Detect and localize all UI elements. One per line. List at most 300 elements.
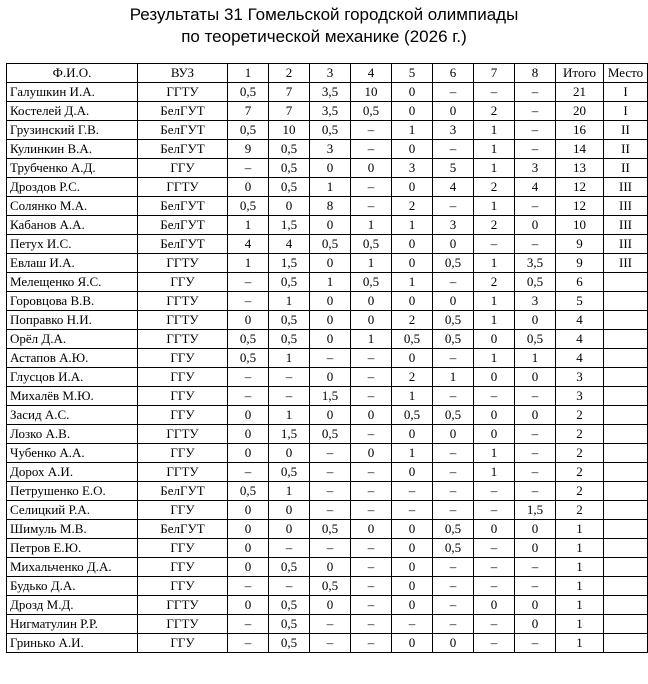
cell-fio: Галушкин И.А. (7, 83, 138, 102)
cell-task-6: – (433, 482, 474, 501)
cell-task-6: – (433, 83, 474, 102)
cell-task-7: 1 (474, 121, 515, 140)
cell-task-4: – (351, 178, 392, 197)
cell-task-8: – (515, 482, 556, 501)
cell-task-4: 0,5 (351, 102, 392, 121)
cell-university: ГГТУ (138, 292, 228, 311)
cell-place: III (604, 216, 648, 235)
cell-fio: Кабанов А.А. (7, 216, 138, 235)
cell-task-6: 4 (433, 178, 474, 197)
table-row (7, 539, 648, 558)
cell-university: БелГУТ (138, 121, 228, 140)
cell-place (604, 482, 648, 501)
cell-task-4: 0 (351, 444, 392, 463)
cell-task-4: – (351, 425, 392, 444)
cell-total: 4 (556, 330, 604, 349)
cell-total: 1 (556, 615, 604, 634)
cell-place: II (604, 121, 648, 140)
cell-task-2: 1 (269, 292, 310, 311)
cell-task-7: – (474, 539, 515, 558)
cell-task-6: 0 (433, 634, 474, 653)
cell-task-8: – (515, 197, 556, 216)
cell-task-3: – (310, 463, 351, 482)
cell-task-8: 1 (515, 349, 556, 368)
title-line-1: Результаты 31 Гомельской городской олимпиады (129, 5, 519, 24)
cell-fio: Трубченко А.Д. (7, 159, 138, 178)
cell-university: ГГУ (138, 577, 228, 596)
cell-task-5: 0,5 (392, 330, 433, 349)
cell-task-4: 0 (351, 311, 392, 330)
cell-task-1: 1 (228, 216, 269, 235)
cell-task-4: – (351, 539, 392, 558)
cell-task-5: – (392, 482, 433, 501)
cell-task-5: 2 (392, 311, 433, 330)
cell-total: 9 (556, 254, 604, 273)
cell-task-4: 1 (351, 330, 392, 349)
cell-task-5: 0 (392, 140, 433, 159)
cell-total: 3 (556, 387, 604, 406)
cell-task-6: 0,5 (433, 539, 474, 558)
cell-task-4: 1 (351, 254, 392, 273)
cell-task-2: – (269, 368, 310, 387)
cell-fio: Петрушенко Е.О. (7, 482, 138, 501)
cell-task-4: 0 (351, 406, 392, 425)
cell-task-7: 1 (474, 349, 515, 368)
cell-fio: Евлаш И.А. (7, 254, 138, 273)
cell-task-5: 1 (392, 444, 433, 463)
cell-task-3: – (310, 634, 351, 653)
cell-task-3: 0 (310, 311, 351, 330)
cell-task-7: 1 (474, 140, 515, 159)
cell-task-3: 0 (310, 406, 351, 425)
cell-university: БелГУТ (138, 102, 228, 121)
cell-fio: Глусцов И.А. (7, 368, 138, 387)
cell-task-1: 0 (228, 311, 269, 330)
cell-task-7: 0 (474, 520, 515, 539)
cell-task-8: 0 (515, 311, 556, 330)
cell-task-1: 4 (228, 235, 269, 254)
cell-task-4: – (351, 121, 392, 140)
table-row (7, 577, 648, 596)
cell-task-4: 1 (351, 216, 392, 235)
cell-task-4: 0 (351, 292, 392, 311)
cell-task-5: 0 (392, 102, 433, 121)
cell-task-8: 0 (515, 596, 556, 615)
cell-task-5: 0 (392, 83, 433, 102)
cell-task-5: 0 (392, 539, 433, 558)
cell-task-8: 0 (515, 216, 556, 235)
cell-task-1: 0 (228, 501, 269, 520)
cell-task-5: 1 (392, 121, 433, 140)
table-row (7, 596, 648, 615)
cell-university: ГГТУ (138, 254, 228, 273)
cell-task-3: 0 (310, 254, 351, 273)
cell-task-6: – (433, 273, 474, 292)
table-row (7, 349, 648, 368)
cell-place (604, 501, 648, 520)
cell-task-5: – (392, 501, 433, 520)
cell-task-1: – (228, 292, 269, 311)
cell-task-8: 0 (515, 368, 556, 387)
cell-place (604, 406, 648, 425)
cell-university: БелГУТ (138, 235, 228, 254)
cell-task-5: 0 (392, 349, 433, 368)
cell-place (604, 387, 648, 406)
header-task-1: 1 (228, 64, 269, 83)
cell-total: 2 (556, 406, 604, 425)
cell-fio: Михалёв М.Ю. (7, 387, 138, 406)
cell-task-7: – (474, 501, 515, 520)
cell-task-4: 0 (351, 159, 392, 178)
cell-total: 2 (556, 482, 604, 501)
cell-task-4: 0 (351, 520, 392, 539)
cell-task-7: – (474, 615, 515, 634)
cell-task-4: – (351, 577, 392, 596)
cell-total: 20 (556, 102, 604, 121)
cell-task-8: – (515, 102, 556, 121)
cell-task-4: – (351, 558, 392, 577)
cell-task-2: 0,5 (269, 140, 310, 159)
cell-task-4: – (351, 596, 392, 615)
cell-task-7: 2 (474, 216, 515, 235)
cell-university: ГГТУ (138, 615, 228, 634)
cell-task-2: 0,5 (269, 311, 310, 330)
cell-task-8: 0,5 (515, 273, 556, 292)
cell-place (604, 349, 648, 368)
cell-task-3: 0,5 (310, 235, 351, 254)
table-row (7, 634, 648, 653)
cell-university: ГГТУ (138, 596, 228, 615)
cell-task-1: – (228, 273, 269, 292)
cell-university: БелГУТ (138, 197, 228, 216)
cell-task-1: 0,5 (228, 330, 269, 349)
cell-task-7: – (474, 558, 515, 577)
cell-task-7: – (474, 83, 515, 102)
cell-task-2: 1 (269, 482, 310, 501)
cell-task-8: – (515, 140, 556, 159)
cell-university: ГГУ (138, 501, 228, 520)
cell-fio: Дорох А.И. (7, 463, 138, 482)
cell-task-1: 0 (228, 425, 269, 444)
cell-place (604, 615, 648, 634)
cell-task-5: 1 (392, 216, 433, 235)
cell-task-6: 3 (433, 121, 474, 140)
cell-task-8: – (515, 425, 556, 444)
cell-fio: Селицкий Р.А. (7, 501, 138, 520)
cell-total: 21 (556, 83, 604, 102)
cell-fio: Астапов А.Ю. (7, 349, 138, 368)
cell-task-7: 1 (474, 311, 515, 330)
cell-fio: Орёл Д.А. (7, 330, 138, 349)
cell-task-4: 0,5 (351, 235, 392, 254)
cell-task-1: 0,5 (228, 83, 269, 102)
title-line-2: по теоретической механике (2026 г.) (181, 27, 467, 46)
cell-university: ГГУ (138, 406, 228, 425)
cell-fio: Петров Е.Ю. (7, 539, 138, 558)
cell-task-1: 0 (228, 539, 269, 558)
cell-place (604, 425, 648, 444)
cell-place (604, 463, 648, 482)
table-row (7, 197, 648, 216)
cell-task-8: – (515, 235, 556, 254)
table-body (7, 83, 648, 653)
cell-task-1: 0 (228, 444, 269, 463)
cell-task-1: – (228, 615, 269, 634)
cell-task-7: 0 (474, 330, 515, 349)
cell-total: 9 (556, 235, 604, 254)
cell-task-7: 2 (474, 102, 515, 121)
cell-task-4: 10 (351, 83, 392, 102)
cell-task-7: 1 (474, 197, 515, 216)
cell-task-6: 3 (433, 216, 474, 235)
cell-task-3: – (310, 539, 351, 558)
cell-task-6: 5 (433, 159, 474, 178)
cell-task-2: 0 (269, 520, 310, 539)
cell-place (604, 292, 648, 311)
cell-university: ГГУ (138, 634, 228, 653)
cell-university: ГГУ (138, 444, 228, 463)
cell-task-2: 0,5 (269, 634, 310, 653)
cell-fio: Петух И.С. (7, 235, 138, 254)
cell-task-7: – (474, 634, 515, 653)
cell-task-3: 0,5 (310, 425, 351, 444)
cell-task-4: – (351, 634, 392, 653)
cell-fio: Лозко А.В. (7, 425, 138, 444)
cell-task-2: 0,5 (269, 596, 310, 615)
cell-task-6: – (433, 444, 474, 463)
table-header (7, 64, 648, 83)
cell-task-6: – (433, 596, 474, 615)
cell-task-6: – (433, 501, 474, 520)
cell-task-6: 0 (433, 425, 474, 444)
table-row (7, 520, 648, 539)
table-row (7, 615, 648, 634)
cell-task-7: 1 (474, 463, 515, 482)
cell-total: 2 (556, 463, 604, 482)
cell-place (604, 634, 648, 653)
table-row (7, 102, 648, 121)
cell-task-8: – (515, 577, 556, 596)
cell-university: ГГУ (138, 273, 228, 292)
cell-place: II (604, 140, 648, 159)
cell-task-1: 9 (228, 140, 269, 159)
header-total: Итого (556, 64, 604, 83)
cell-task-2: 0 (269, 501, 310, 520)
table-row (7, 482, 648, 501)
cell-task-1: – (228, 159, 269, 178)
cell-task-5: 0 (392, 292, 433, 311)
header-fio: Ф.И.О. (7, 64, 138, 83)
cell-task-6: – (433, 387, 474, 406)
cell-task-3: 0 (310, 368, 351, 387)
cell-place (604, 330, 648, 349)
cell-task-3: 1 (310, 273, 351, 292)
cell-task-2: 1 (269, 406, 310, 425)
cell-total: 2 (556, 501, 604, 520)
cell-task-5: 0 (392, 425, 433, 444)
cell-total: 3 (556, 368, 604, 387)
cell-total: 6 (556, 273, 604, 292)
cell-task-1: 0,5 (228, 197, 269, 216)
cell-task-6: 0 (433, 102, 474, 121)
cell-task-8: 4 (515, 178, 556, 197)
cell-task-2: 0,5 (269, 273, 310, 292)
cell-task-3: 0 (310, 216, 351, 235)
cell-task-6: 1 (433, 368, 474, 387)
cell-university: ГГТУ (138, 178, 228, 197)
cell-total: 14 (556, 140, 604, 159)
cell-university: ГГТУ (138, 330, 228, 349)
cell-task-1: – (228, 634, 269, 653)
cell-task-7: 1 (474, 159, 515, 178)
cell-fio: Нигматулин Р.Р. (7, 615, 138, 634)
cell-task-5: 0 (392, 254, 433, 273)
cell-task-4: – (351, 140, 392, 159)
cell-task-6: 0 (433, 235, 474, 254)
table-row (7, 83, 648, 102)
cell-task-8: 1,5 (515, 501, 556, 520)
cell-task-3: 3 (310, 140, 351, 159)
cell-place: I (604, 83, 648, 102)
cell-total: 1 (556, 634, 604, 653)
cell-task-2: 1,5 (269, 425, 310, 444)
table-row (7, 121, 648, 140)
cell-university: БелГУТ (138, 520, 228, 539)
cell-total: 5 (556, 292, 604, 311)
cell-task-1: 0,5 (228, 482, 269, 501)
header-row (7, 64, 648, 83)
cell-task-1: 0 (228, 406, 269, 425)
cell-task-3: 8 (310, 197, 351, 216)
cell-place: III (604, 235, 648, 254)
cell-task-6: 0,5 (433, 330, 474, 349)
cell-place (604, 520, 648, 539)
cell-university: ГГУ (138, 349, 228, 368)
cell-task-2: 0,5 (269, 463, 310, 482)
cell-task-7: – (474, 235, 515, 254)
table-row (7, 254, 648, 273)
cell-task-5: 0 (392, 558, 433, 577)
table-row (7, 368, 648, 387)
cell-task-6: 0,5 (433, 254, 474, 273)
cell-total: 4 (556, 349, 604, 368)
cell-task-6: – (433, 197, 474, 216)
cell-fio: Чубенко А.А. (7, 444, 138, 463)
cell-total: 2 (556, 444, 604, 463)
cell-task-3: – (310, 444, 351, 463)
cell-task-7: 1 (474, 292, 515, 311)
cell-task-3: 3,5 (310, 102, 351, 121)
cell-task-8: – (515, 444, 556, 463)
cell-task-3: 0,5 (310, 577, 351, 596)
cell-place (604, 368, 648, 387)
cell-total: 2 (556, 425, 604, 444)
cell-fio: Кулинкин В.А. (7, 140, 138, 159)
table-row (7, 178, 648, 197)
cell-task-2: 10 (269, 121, 310, 140)
cell-total: 13 (556, 159, 604, 178)
cell-task-6: – (433, 463, 474, 482)
cell-task-6: 0,5 (433, 406, 474, 425)
cell-fio: Мелещенко Я.С. (7, 273, 138, 292)
cell-total: 1 (556, 520, 604, 539)
cell-task-8: – (515, 387, 556, 406)
header-task-6: 6 (433, 64, 474, 83)
cell-task-5: 0,5 (392, 406, 433, 425)
cell-task-4: – (351, 349, 392, 368)
cell-task-5: 0 (392, 577, 433, 596)
cell-fio: Горовцова В.В. (7, 292, 138, 311)
table-row (7, 463, 648, 482)
cell-task-2: 0,5 (269, 558, 310, 577)
cell-task-5: 1 (392, 273, 433, 292)
cell-place (604, 558, 648, 577)
cell-university: БелГУТ (138, 482, 228, 501)
header-place: Место (604, 64, 648, 83)
cell-task-8: 0 (515, 406, 556, 425)
header-task-8: 8 (515, 64, 556, 83)
cell-task-5: – (392, 615, 433, 634)
table-row (7, 444, 648, 463)
cell-place: III (604, 254, 648, 273)
cell-task-8: – (515, 83, 556, 102)
cell-task-3: 0 (310, 596, 351, 615)
cell-task-8: 0 (515, 539, 556, 558)
cell-task-5: 0 (392, 178, 433, 197)
cell-task-2: 7 (269, 83, 310, 102)
cell-university: ГГТУ (138, 425, 228, 444)
table-row (7, 558, 648, 577)
cell-task-1: 0,5 (228, 121, 269, 140)
cell-fio: Шимуль М.В. (7, 520, 138, 539)
cell-task-8: 3 (515, 292, 556, 311)
cell-task-3: 3,5 (310, 83, 351, 102)
cell-task-2: – (269, 387, 310, 406)
cell-total: 16 (556, 121, 604, 140)
cell-task-4: – (351, 482, 392, 501)
cell-university: ГГУ (138, 558, 228, 577)
cell-place (604, 577, 648, 596)
cell-place: III (604, 197, 648, 216)
cell-university: ГГТУ (138, 83, 228, 102)
cell-place (604, 539, 648, 558)
cell-university: ГГУ (138, 387, 228, 406)
cell-task-4: – (351, 368, 392, 387)
cell-task-7: 2 (474, 178, 515, 197)
cell-task-1: 0 (228, 558, 269, 577)
cell-task-2: 0 (269, 197, 310, 216)
cell-task-5: 0 (392, 235, 433, 254)
cell-task-2: 1 (269, 349, 310, 368)
table-row (7, 235, 648, 254)
cell-task-3: 0 (310, 292, 351, 311)
header-task-2: 2 (269, 64, 310, 83)
cell-task-6: – (433, 577, 474, 596)
cell-task-5: 0 (392, 463, 433, 482)
cell-task-1: 1 (228, 254, 269, 273)
cell-fio: Засид А.С. (7, 406, 138, 425)
cell-fio: Дрозд М.Д. (7, 596, 138, 615)
cell-task-2: 0,5 (269, 178, 310, 197)
cell-task-5: 0 (392, 634, 433, 653)
cell-place (604, 444, 648, 463)
cell-task-7: 0 (474, 596, 515, 615)
cell-task-2: – (269, 539, 310, 558)
cell-task-8: – (515, 463, 556, 482)
document-title (0, 4, 648, 48)
cell-fio: Костелей Д.А. (7, 102, 138, 121)
cell-task-3: – (310, 615, 351, 634)
